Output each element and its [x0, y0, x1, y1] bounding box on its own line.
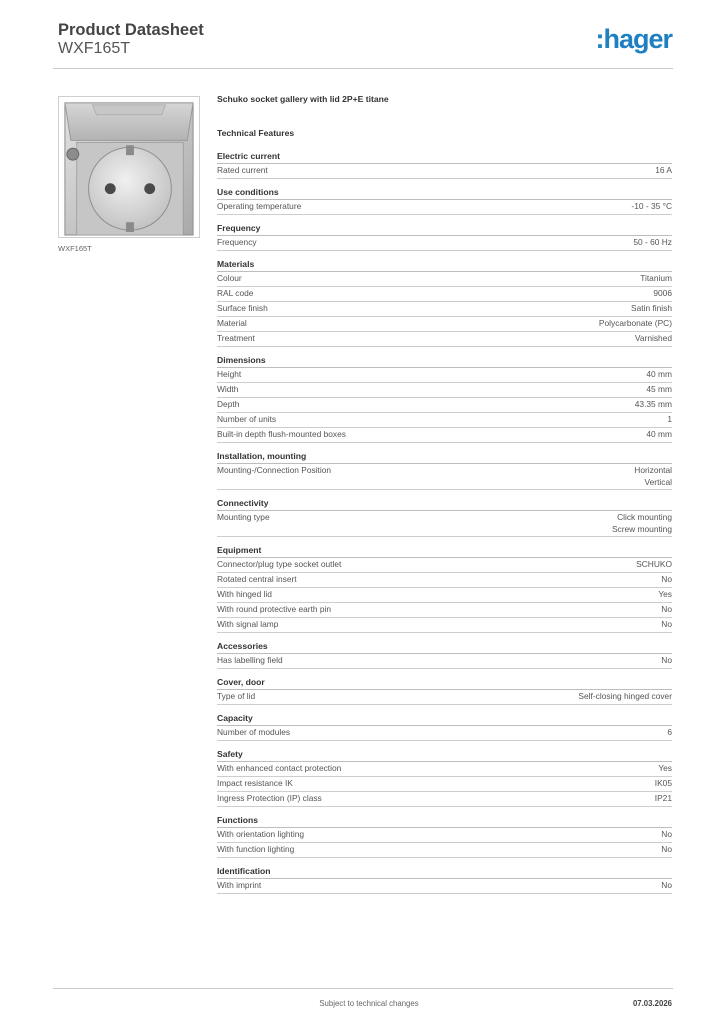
spec-value: 1 — [667, 414, 672, 424]
feature-group — [217, 865, 672, 894]
spec-row — [217, 236, 672, 251]
spec-label: RAL code — [217, 288, 254, 298]
spec-row — [217, 464, 672, 490]
spec-row — [217, 398, 672, 413]
technical-content — [217, 94, 672, 901]
group-title: Capacity — [217, 712, 672, 726]
feature-group — [217, 640, 672, 669]
spec-label: With signal lamp — [217, 619, 279, 629]
spec-label: With function lighting — [217, 844, 295, 854]
spec-row — [217, 777, 672, 792]
spec-row — [217, 690, 672, 705]
spec-row — [217, 588, 672, 603]
spec-row — [217, 272, 672, 287]
spec-row — [217, 558, 672, 573]
feature-group — [217, 450, 672, 490]
spec-value: IK05 — [654, 778, 672, 788]
spec-label: Colour — [217, 273, 242, 283]
spec-label: With imprint — [217, 880, 262, 890]
spec-value: -10 - 35 °C — [631, 201, 672, 211]
group-title: Identification — [217, 865, 672, 879]
group-title: Dimensions — [217, 354, 672, 368]
technical-features-heading: Technical Features — [217, 128, 295, 138]
spec-value: 9006 — [653, 288, 672, 298]
group-title: Functions — [217, 814, 672, 828]
feature-group — [217, 258, 672, 347]
group-title: Cover, door — [217, 676, 672, 690]
product-image — [58, 96, 200, 238]
footer-date: 07.03.2026 — [632, 999, 672, 1008]
spec-label: With enhanced contact protection — [217, 763, 342, 773]
spec-value: 16 A — [655, 165, 672, 175]
spec-value: 43.35 mm — [634, 399, 672, 409]
spec-label: Height — [217, 369, 242, 379]
socket-illustration — [59, 97, 199, 237]
spec-label: With hinged lid — [217, 589, 272, 599]
spec-row — [217, 413, 672, 428]
spec-label: Frequency — [217, 237, 257, 247]
spec-label: Mounting type — [217, 512, 270, 522]
spec-row — [217, 762, 672, 777]
feature-group — [217, 676, 672, 705]
spec-row — [217, 511, 672, 537]
group-title: Connectivity — [217, 497, 672, 511]
spec-row — [217, 726, 672, 741]
header-divider — [53, 68, 673, 69]
page-title: Product Datasheet — [58, 21, 204, 39]
spec-value: No — [661, 880, 672, 890]
spec-label: Impact resistance IK — [217, 778, 293, 788]
spec-label: Treatment — [217, 333, 255, 343]
spec-label: With round protective earth pin — [217, 604, 332, 614]
feature-group — [217, 186, 672, 215]
spec-value: 45 mm — [646, 384, 672, 394]
group-title: Equipment — [217, 544, 672, 558]
spec-value: No — [661, 829, 672, 839]
spec-row — [217, 317, 672, 332]
spec-label: Mounting-/Connection Position — [217, 465, 332, 475]
feature-group — [217, 497, 672, 537]
spec-value: Titanium — [640, 273, 672, 283]
spec-value: No — [661, 604, 672, 614]
spec-value: Satin finish — [631, 303, 672, 313]
footer-note: Subject to technical changes — [319, 999, 419, 1008]
feature-group — [217, 712, 672, 741]
spec-value: No — [661, 574, 672, 584]
spec-row — [217, 879, 672, 894]
spec-row — [217, 792, 672, 807]
spec-label: Width — [217, 384, 239, 394]
group-title: Use conditions — [217, 186, 672, 200]
spec-value: 40 mm — [646, 369, 672, 379]
spec-label: Rotated central insert — [217, 574, 297, 584]
spec-row — [217, 302, 672, 317]
product-code: WXF165T — [58, 40, 131, 57]
spec-label: Material — [217, 318, 247, 328]
spec-value: Horizontal Vertical — [634, 465, 672, 487]
spec-row — [217, 383, 672, 398]
spec-value: Varnished — [634, 333, 672, 343]
spec-value: Polycarbonate (PC) — [598, 318, 672, 328]
spec-value: Yes — [658, 763, 672, 773]
spec-value: SCHUKO — [636, 559, 672, 569]
spec-label: Operating temperature — [217, 201, 302, 211]
spec-value: 50 - 60 Hz — [633, 237, 672, 247]
feature-groups — [217, 150, 672, 894]
spec-value: No — [661, 619, 672, 629]
spec-value: Yes — [658, 589, 672, 599]
spec-value: Click mounting Screw mounting — [611, 512, 672, 534]
spec-label: Number of modules — [217, 727, 291, 737]
group-title: Installation, mounting — [217, 450, 672, 464]
spec-value: IP21 — [654, 793, 672, 803]
spec-value: No — [661, 844, 672, 854]
group-title: Electric current — [217, 150, 672, 164]
image-caption: WXF165T — [58, 244, 92, 253]
spec-row — [217, 654, 672, 669]
spec-label: Depth — [217, 399, 240, 409]
group-title: Accessories — [217, 640, 672, 654]
spec-row — [217, 618, 672, 633]
group-title: Materials — [217, 258, 672, 272]
spec-value: No — [661, 655, 672, 665]
product-description: Schuko socket gallery with lid 2P+E titane — [217, 94, 389, 104]
spec-value: Self-closing hinged cover — [578, 691, 672, 701]
spec-row — [217, 573, 672, 588]
feature-group — [217, 354, 672, 443]
spec-row — [217, 368, 672, 383]
spec-row — [217, 603, 672, 618]
spec-row — [217, 287, 672, 302]
spec-label: Rated current — [217, 165, 268, 175]
spec-label: Surface finish — [217, 303, 268, 313]
spec-value: 40 mm — [646, 429, 672, 439]
feature-group — [217, 814, 672, 858]
spec-row — [217, 200, 672, 215]
spec-row — [217, 428, 672, 443]
spec-label: Connector/plug type socket outlet — [217, 559, 342, 569]
feature-group — [217, 748, 672, 807]
spec-row — [217, 164, 672, 179]
spec-label: Built-in depth flush-mounted boxes — [217, 429, 346, 439]
group-title: Frequency — [217, 222, 672, 236]
footer-divider — [53, 988, 673, 989]
spec-label: With orientation lighting — [217, 829, 305, 839]
spec-row — [217, 843, 672, 858]
spec-label: Has labelling field — [217, 655, 283, 665]
feature-group — [217, 150, 672, 179]
spec-label: Ingress Protection (IP) class — [217, 793, 322, 803]
group-title: Safety — [217, 748, 672, 762]
spec-label: Number of units — [217, 414, 277, 424]
spec-value: 6 — [667, 727, 672, 737]
spec-label: Type of lid — [217, 691, 256, 701]
spec-row — [217, 828, 672, 843]
brand-logo: :hager — [595, 24, 672, 54]
feature-group — [217, 544, 672, 633]
spec-row — [217, 332, 672, 347]
feature-group — [217, 222, 672, 251]
